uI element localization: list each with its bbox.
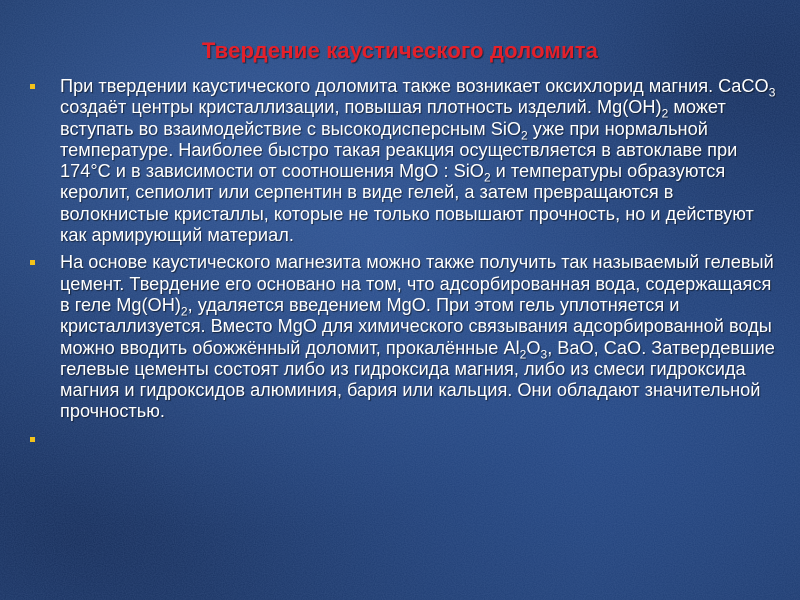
text-run: , удаляется введением MgO. При этом гель уплотняется и кристаллизуется. Вместо MgO для химического связывания адсорбированной воды можно вводить обожжённый доломит, прокалённые Al bbox=[60, 294, 772, 358]
bullet-text-1 bbox=[60, 76, 782, 246]
bullet-item-1 bbox=[22, 76, 782, 246]
subscript: 2 bbox=[483, 170, 491, 185]
bullet-item-3 bbox=[22, 429, 782, 451]
text-run: и температуры образуются керолит, сепиолит или серпентин в виде гелей, а затем превращаются в волокнистые кристаллы, которые не только повышают прочность, но и действуют как армирующий материал. bbox=[60, 161, 754, 246]
text-run: На основе каустического магнезита можно также получить так называемый гелевый цемент. Твердение его основано на том, что адсорбированная вода, содержащаяся в геле Mg(OH) bbox=[60, 252, 774, 315]
text-run: уже при нормальной температуре. Наиболее быстро такая реакция осуществляется в автоклаве при 174°С и в зависимости от соотношения MgO : SiO bbox=[60, 118, 738, 182]
bullet-square-icon bbox=[30, 84, 35, 89]
subscript: 2 bbox=[661, 106, 669, 121]
subscript: 2 bbox=[519, 347, 527, 362]
subscript: 3 bbox=[540, 347, 548, 362]
bullet-square-icon bbox=[30, 260, 35, 265]
text-run: При твердении каустического доломита также возникает оксихлорид магния. CaCO bbox=[60, 76, 769, 96]
bullet-text-2 bbox=[60, 252, 782, 422]
text-run: , BaO, CaO. Затвердевшие гелевые цементы состоят либо из гидроксида магния, либо из смеси гидроксида магния и гидроксидов алюминия, бария или кальция. Они обладают значительной прочностью. bbox=[60, 337, 775, 422]
subscript: 3 bbox=[768, 85, 776, 100]
slide-title: Твердение каустического доломита bbox=[201, 38, 599, 63]
text-run: O bbox=[526, 337, 541, 358]
subscript: 2 bbox=[180, 304, 188, 319]
subscript: 2 bbox=[521, 128, 528, 143]
bullet-square-icon bbox=[30, 437, 35, 442]
bullet-list bbox=[22, 76, 782, 457]
text-run: создаёт центры кристаллизации, повышая плотность изделий. Mg(OH) bbox=[60, 97, 662, 118]
bullet-item-2 bbox=[22, 252, 782, 422]
text-run: может вступать во взаимодействие с высокодисперсным SiO bbox=[60, 97, 726, 139]
